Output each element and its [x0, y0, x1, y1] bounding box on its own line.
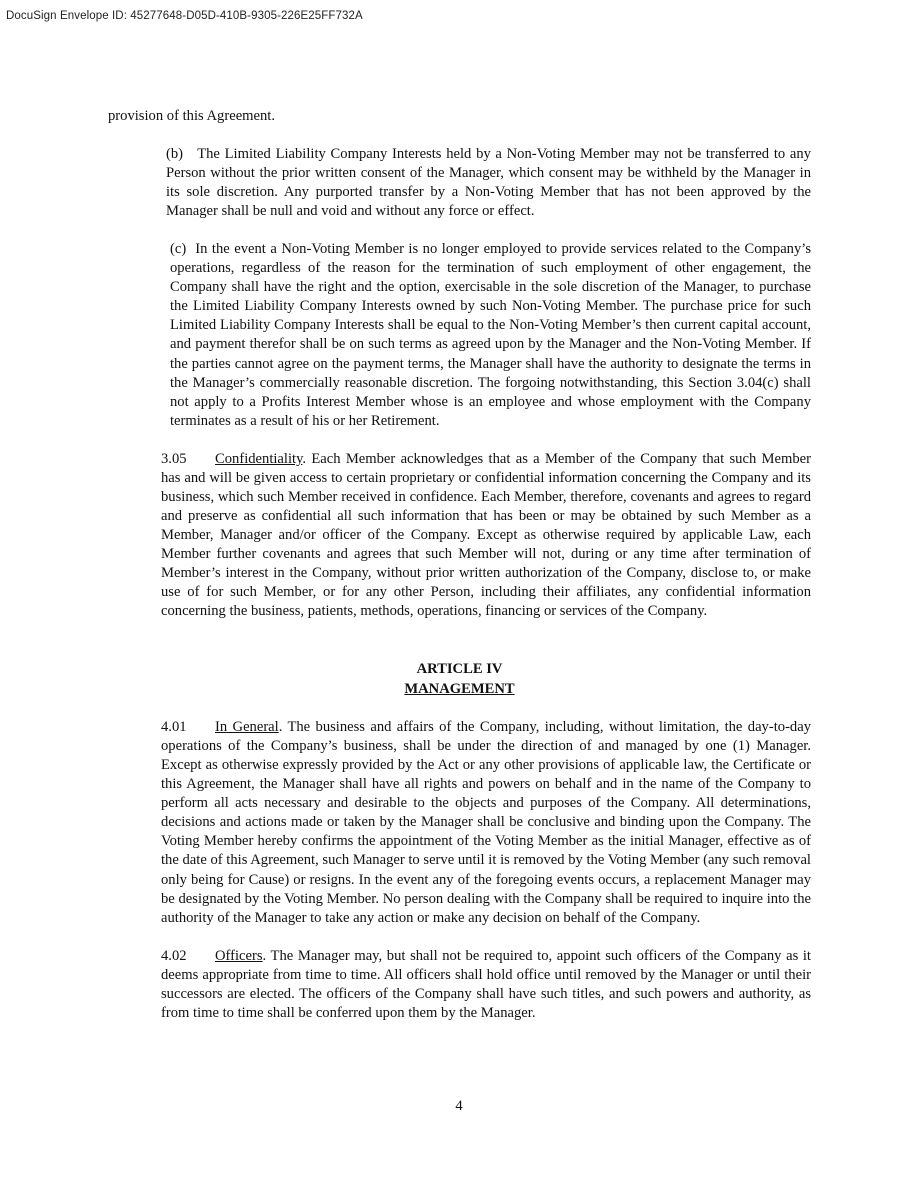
- paragraph-gap: [108, 699, 811, 718]
- paragraph-gap: [108, 928, 811, 947]
- section-number: 3.05: [161, 450, 187, 467]
- section-4-01: [108, 718, 811, 928]
- article-title: MANAGEMENT: [404, 681, 515, 698]
- continued-paragraph: provision of this Agreement.: [108, 108, 275, 124]
- page-number: 4: [455, 1098, 463, 1114]
- section-4-02: [108, 947, 811, 1023]
- paragraph-gap: [108, 221, 811, 240]
- section-number: 4.01: [161, 719, 187, 736]
- section-text: . Each Member acknowledges that as a Member of the Company that such Member has and will be given access to certain proprietary or confidential information concerning the Company and its business, which such Member received in confidence. Each Member, therefore, covenants and agrees to regard and preserve as confidential all such information that has been or may be obtained by such Member as a Member, Manager and/or officer of the Company. Except as otherwise required by applicable Law, each Member further covenants and agrees that such Member will not, during or any time after termination of Member’s interest in the Company, without prior written authorization of the Company, disclose to, or make use of for such Member, or for any other Person, including their affiliates, any confidential information concerning the business, patients, methods, operations, financing or services of the Company.: [161, 450, 811, 620]
- section-title: In General: [215, 719, 279, 736]
- paragraph-gap: [108, 640, 811, 659]
- docusign-envelope-id: DocuSign Envelope ID: 45277648-D05D-410B-9305-226E25FF732A: [6, 10, 363, 22]
- section-text: . The Manager may, but shall not be required to, appoint such officers of the Company as it deems appropriate from time to time. All officers shall hold office until removed by the Manager or until their successors are elected. The officers of the Company shall have such titles, and such powers and authority, as from time to time shall be conferred upon them by the Manager.: [161, 947, 811, 1021]
- paragraph-c: (c) In the event a Non-Voting Member is no longer employed to provide services related to the Company’s operations, regardless of the reason for the termination of such employment of other engagement, the Company shall have the right and the option, exercisable in the sole discretion of the Manager, to purchase the Limited Liability Company Interests owned by such Non-Voting Member. The purchase price for such Limited Liability Company Interests shall be equal to the Non-Voting Member’s then current capital account, and payment therefor shall be on such terms as agreed upon by the Manager and the Non-Voting Member. If the parties cannot agree on the payment terms, the Manager shall have the authority to designate the terms in the Manager’s commercially reasonable discretion. The forgoing notwithstanding, this Section 3.04(c) shall not apply to a Profits Interest Member whose is an employee and whose employment with the Company terminates as a result of his or her Retirement.: [170, 241, 811, 429]
- paragraph-gap: [108, 431, 811, 450]
- section-title: Officers: [215, 947, 263, 964]
- section-title: Confidentiality: [215, 450, 303, 467]
- article-title-line: [108, 679, 811, 699]
- section-number: 4.02: [161, 947, 187, 964]
- document-body: [108, 107, 811, 1023]
- section-text: . The business and affairs of the Company, including, without limitation, the day-to-day operations of the Company’s business, shall be under the direction of and managed by one (1) Manager. Except as otherwise expressly provided by the Act or any other provisions of applicable law, the Certificate or this Agreement, the Manager shall have all rights and powers on behalf and in the name of the Company to perform all acts necessary and desirable to the objects and purposes of the Company. All determinations, decisions and actions made or taken by the Manager shall be conclusive and binding upon the Company. The Voting Member hereby confirms the appointment of the Voting Member as the initial Manager, effective as of the date of this Agreement, such Manager to serve until it is removed by the Voting Member (any such removal only being for Cause) or resigns. In the event any of the foregoing events occurs, a replacement Manager may be designated by the Voting Member. No person dealing with the Company shall be required to inquire into the authority of the Manager to take any action or make any decision on behalf of the Company.: [161, 719, 811, 926]
- paragraph-gap: [108, 621, 811, 640]
- paragraph-b: (b) The Limited Liability Company Interests held by a Non-Voting Member may not be transferred to any Person without the prior written consent of the Manager, which consent may be withheld by the Manager in its sole discretion. Any purported transfer by a Non-Voting Member that has not been approved by the Manager shall be null and void and without any force or effect.: [166, 146, 811, 220]
- section-3-05: [108, 450, 811, 621]
- paragraph-gap: [108, 126, 811, 145]
- article-number: ARTICLE IV: [416, 661, 503, 678]
